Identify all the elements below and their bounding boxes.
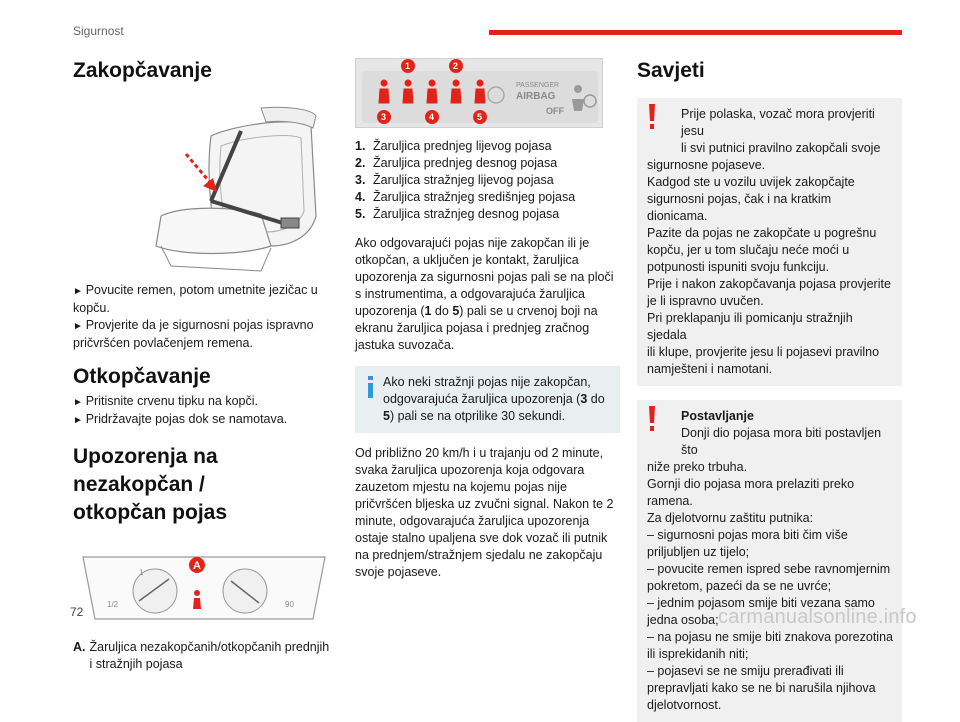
warning-box-positioning [637,400,902,722]
seat-belt-illustration [141,106,331,276]
column-middle [355,58,620,581]
seatbelt-lamp-panel [355,58,603,128]
dash-tick-right: 90 [285,600,294,609]
box2-line: pokretom, pazeći da se ne uvrće; [647,579,832,593]
fasten-step-2: ► Provjerite da je sigurnosni pojas ispravno pričvršćen povlačenjem remena. [73,317,335,352]
list-item-text: Žaruljica stražnjeg desnog pojasa [373,207,560,221]
lamp-badge-1: 1 [405,61,411,71]
box2-line: Donji dio pojasa mora biti postavljen što [681,426,882,457]
watermark: carmanualsonline.info [718,606,917,628]
list-item [355,155,620,172]
note-text-c: ) pali se na otprilike 30 sekundi. [389,409,566,423]
lamp-badge-4: 4 [429,112,435,122]
box2-line: ili isprekidanih niti; [647,647,749,661]
fasten-title: Zakopčavanje [73,59,212,82]
dash-tick-left: 1/2 [107,600,119,609]
list-item [355,138,620,155]
para1-text-a: Ako odgovarajući pojas nije zakopčan ili je otkopčan, a uključen je kontakt, žaruljica upozorenja za sigurnosni pojas pali se na ploči s instrumentima, a odgovarajuća žaruljica upozorenja ( [355,236,614,318]
column-left [73,58,335,673]
box1-line: Prije i nakon zakopčavanja pojasa provjerite [647,277,891,291]
list-item-number: 2. [355,156,366,170]
box2-title: Postavljanje [681,409,754,423]
panel-off: OFF [546,106,564,116]
note-bold-3: 3 [580,392,588,406]
exclamation-icon [648,104,656,130]
box1-line: Pazite da pojas ne zakopčate u pogrešnu [647,226,877,240]
box2-line: prepravljati kako se ne bi narušila njihova [647,681,876,695]
info-icon [365,376,377,398]
note-text-mid: do [587,392,605,406]
dash-tick-top: 1 [139,568,144,577]
box2-line: Gornji dio pojasa mora prelaziti preko [647,477,855,491]
box2-line: – pojasevi se ne smiju prerađivati ili [647,664,844,678]
box2-line: – na pojasu ne smije biti znakova porezotina [647,630,893,644]
panel-passenger: PASSENGER [516,82,560,89]
list-item [355,189,620,206]
header-red-bar [489,30,902,35]
list-item-text: Žaruljica stražnjeg lijevog pojasa [373,173,554,187]
warning-title [73,443,335,527]
lamp-badge-2: 2 [453,61,459,71]
list-item-text: Žaruljica prednjeg lijevog pojasa [373,139,552,153]
unfasten-title: Otkopčavanje [73,365,211,388]
box1-line: je li ispravno uvučen. [647,294,764,308]
unfasten-step-1: ► Pritisnite crvenu tipku na kopči. [73,393,335,411]
list-item-number: 4. [355,190,366,204]
paragraph-lamp-behaviour [355,235,620,354]
warning-box-general [637,98,902,386]
list-item-text: Žaruljica prednjeg desnog pojasa [373,156,558,170]
para1-bold-1: 1 [424,304,432,318]
paragraph-speed-warning: Od približno 20 km/h i u trajanju od 2 minute, svaka žaruljica upozorenja koja odgovara zauzetom mjestu na kojemu pojas nije pričvršćen bljeska uz zvučni signal. Nakon te 2 minute, odgovarajuća žaruljica upozorenja ostaje stalno upaljena sve dok vozač ili putnik na prednjem/stražnjem sjedalu ne zakopčaju svoje pojaseve. [355,446,614,579]
para1-bold-5: 5 [452,304,460,318]
box1-line: sigurnosne pojaseve. [647,158,766,172]
box2-line: – povucite remen ispred sebe ravnomjernim [647,562,891,576]
dashboard-illustration [73,549,335,627]
panel-airbag: AIRBAG [516,91,556,102]
box2-line: Za djelotvornu zaštitu putnika: [647,511,814,525]
box2-line: ramena. [647,494,693,508]
box2-line: jedna osoba; [647,613,719,627]
box2-line: – sigurnosni pojas mora biti čim više [647,528,848,542]
seatbelt-warning-icon [193,590,201,609]
list-item-text: Žaruljica stražnjeg središnjeg pojasa [373,190,576,204]
list-item [355,172,620,189]
dash-badge-a: A [193,560,201,572]
warning-title-line1: Upozorenja na nezakopčan / [73,445,218,496]
box1-line: li svi putnici pravilno zakopčali svoje [681,141,881,155]
box2-line: djelotvornost. [647,698,722,712]
page-number: 72 [70,605,84,619]
para1-text-mid: do [431,304,453,318]
header-section-label: Sigurnost [73,24,124,38]
exclamation-icon [648,406,656,432]
unfasten-step-2: ► Pridržavajte pojas dok se namotava. [73,411,335,429]
caption-key: A. [73,640,86,654]
box1-line: ili klupe, provjerite jesu li pojasevi pravilno [647,345,880,359]
info-note [355,366,620,433]
para1-text-c: ) pali se u crvenoj boji na ekranu žaruljica pojasa i prednjeg zračnog jastuka suvozača. [355,304,598,352]
lamp-list [355,138,620,223]
list-item [355,206,620,223]
note-bold-5: 5 [383,409,390,423]
dashboard-caption [73,639,335,673]
box1-line: Kadgod ste u vozilu uvijek zakopčajte [647,175,855,189]
tips-title: Savjeti [637,59,705,82]
box1-line: Pri preklapanju ili pomicanju stražnjih sjedala [647,311,853,342]
warning-title-line2: otkopčan pojas [73,501,228,524]
box1-line: sigurnosni pojas, čak i na kratkim dionicama. [647,192,832,223]
list-item-number: 5. [355,207,366,221]
box1-line: potpunosti ispuniti svoju funkciju. [647,260,830,274]
box2-line: – jednim pojasom smije biti vezana samo [647,596,875,610]
box1-line: kopču, jer u tom slučaju neće moći u [647,243,850,257]
list-item-number: 3. [355,173,366,187]
lamp-badge-3: 3 [381,112,387,122]
list-item-number: 1. [355,139,366,153]
lamp-badge-5: 5 [477,112,483,122]
box2-line: priljubljen uz tijelo; [647,545,750,559]
box2-line: niže preko trbuha. [647,460,748,474]
box1-line: namješteni i namotani. [647,362,773,376]
fasten-step-1: ► Povucite remen, potom umetnite jezičac u kopču. [73,282,335,317]
caption-text: Žaruljica nezakopčanih/otkopčanih prednjih i stražnjih pojasa [89,640,330,671]
note-text-a: Ako neki stražnji pojas nije zakopčan, odgovarajuća žaruljica upozorenja ( [383,375,591,406]
box1-line: Prije polaska, vozač mora provjeriti jesu [681,107,875,138]
